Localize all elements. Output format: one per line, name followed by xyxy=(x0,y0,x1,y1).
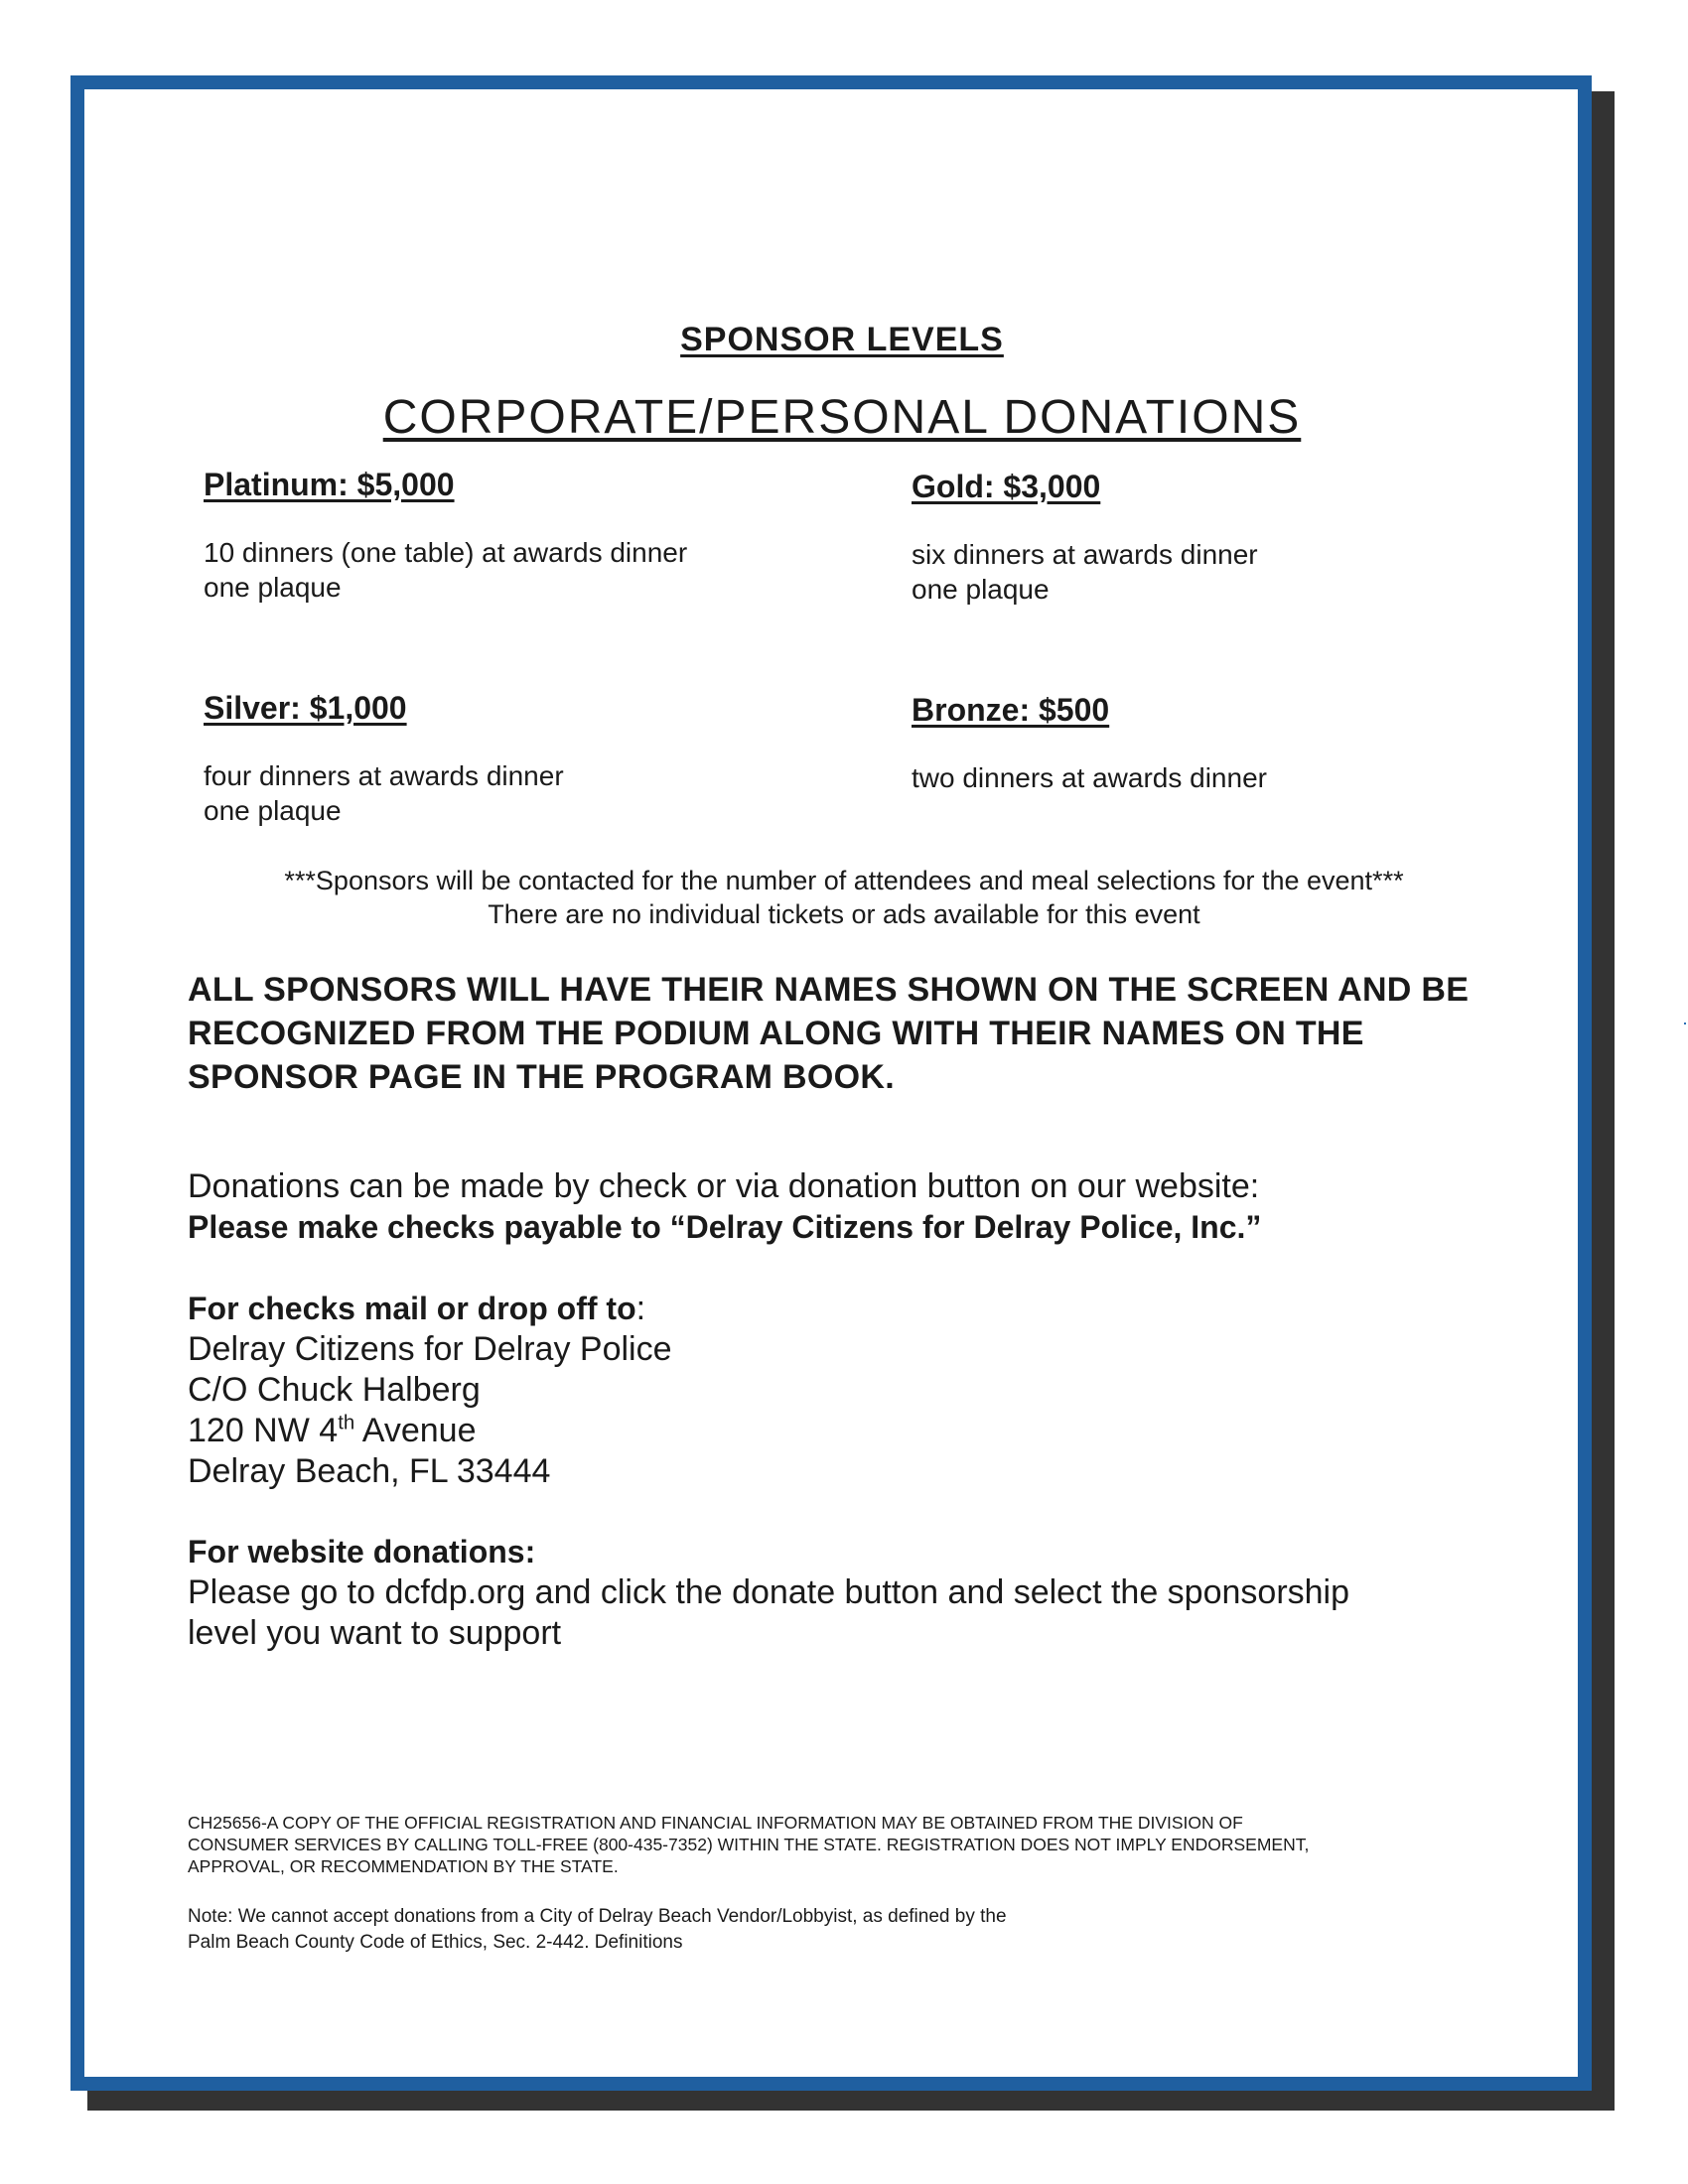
level-gold-name: Gold: $3,000 xyxy=(912,469,1101,504)
mailing-address xyxy=(188,1289,1498,1492)
street-number: 120 NW 4 xyxy=(188,1412,339,1449)
recognition-statement xyxy=(188,968,1478,1099)
level-platinum xyxy=(204,467,819,605)
mail-label: For checks mail or drop off to xyxy=(188,1291,636,1326)
legal-line: APPROVAL, OR RECOMMENDATION BY THE STATE. xyxy=(188,1856,619,1876)
website-instruction: level you want to support xyxy=(188,1614,562,1652)
level-platinum-benefit: 10 dinners (one table) at awards dinner xyxy=(204,537,688,568)
sponsor-levels-heading: SPONSOR LEVELS xyxy=(680,321,1004,358)
vendor-note xyxy=(188,1904,1478,1956)
level-silver-benefit: one plaque xyxy=(204,795,342,826)
mail-label-line xyxy=(188,1289,1498,1329)
street-ordinal: th xyxy=(338,1412,355,1434)
recognition-line: SPONSOR PAGE IN THE PROGRAM BOOK. xyxy=(188,1058,895,1096)
mail-org: Delray Citizens for Delray Police xyxy=(188,1330,672,1368)
mail-street xyxy=(188,1411,1498,1451)
website-instruction: Please go to dcfdp.org and click the donate button and select the sponsorship xyxy=(188,1573,1350,1611)
level-gold xyxy=(912,469,1527,607)
vendor-note-line: Palm Beach County Code of Ethics, Sec. 2-442. Definitions xyxy=(188,1932,683,1953)
sponsor-notes xyxy=(0,864,1688,931)
vendor-note-line: Note: We cannot accept donations from a City of Delray Beach Vendor/Lobbyist, as defined by the xyxy=(188,1906,1007,1927)
mail-city: Delray Beach, FL 33444 xyxy=(188,1452,551,1490)
mail-label-colon: : xyxy=(635,1290,646,1327)
street-rest: Avenue xyxy=(354,1412,477,1449)
no-tickets-note: There are no individual tickets or ads available for this event xyxy=(488,899,1200,929)
level-bronze-benefit: two dinners at awards dinner xyxy=(912,762,1267,793)
level-platinum-benefit: one plaque xyxy=(204,572,342,603)
website-donations xyxy=(188,1532,1498,1654)
contact-note: ***Sponsors will be contacted for the number of attendees and meal selections for the event*** xyxy=(284,866,1404,895)
legal-line: CONSUMER SERVICES BY CALLING TOLL-FREE (800-435-7352) WITHIN THE STATE. REGISTRATION DOES NOT IMPLY ENDORSEMENT, xyxy=(188,1835,1310,1854)
scan-speck xyxy=(1684,1023,1686,1024)
level-bronze xyxy=(912,692,1527,795)
legal-disclaimer xyxy=(188,1812,1478,1877)
website-label: For website donations: xyxy=(188,1534,536,1570)
page-title: CORPORATE/PERSONAL DONATIONS xyxy=(382,391,1302,444)
donation-instructions xyxy=(188,1166,1498,1248)
level-silver-benefit: four dinners at awards dinner xyxy=(204,760,564,791)
mail-care-of: C/O Chuck Halberg xyxy=(188,1371,481,1409)
recognition-line: ALL SPONSORS WILL HAVE THEIR NAMES SHOWN ON THE SCREEN AND BE xyxy=(188,971,1470,1009)
level-gold-benefit: one plaque xyxy=(912,574,1050,605)
level-bronze-name: Bronze: $500 xyxy=(912,692,1110,728)
payable-to: Please make checks payable to “Delray Citizens for Delray Police, Inc.” xyxy=(188,1209,1262,1245)
donation-intro: Donations can be made by check or via donation button on our website: xyxy=(188,1167,1260,1205)
level-silver-name: Silver: $1,000 xyxy=(204,690,407,726)
level-platinum-name: Platinum: $5,000 xyxy=(204,467,455,502)
legal-line: CH25656-A COPY OF THE OFFICIAL REGISTRATION AND FINANCIAL INFORMATION MAY BE OBTAINED FROM THE DIVISION OF xyxy=(188,1813,1243,1833)
recognition-line: RECOGNIZED FROM THE PODIUM ALONG WITH THEIR NAMES ON THE xyxy=(188,1015,1364,1052)
level-gold-benefit: six dinners at awards dinner xyxy=(912,539,1258,570)
level-silver xyxy=(204,690,819,828)
